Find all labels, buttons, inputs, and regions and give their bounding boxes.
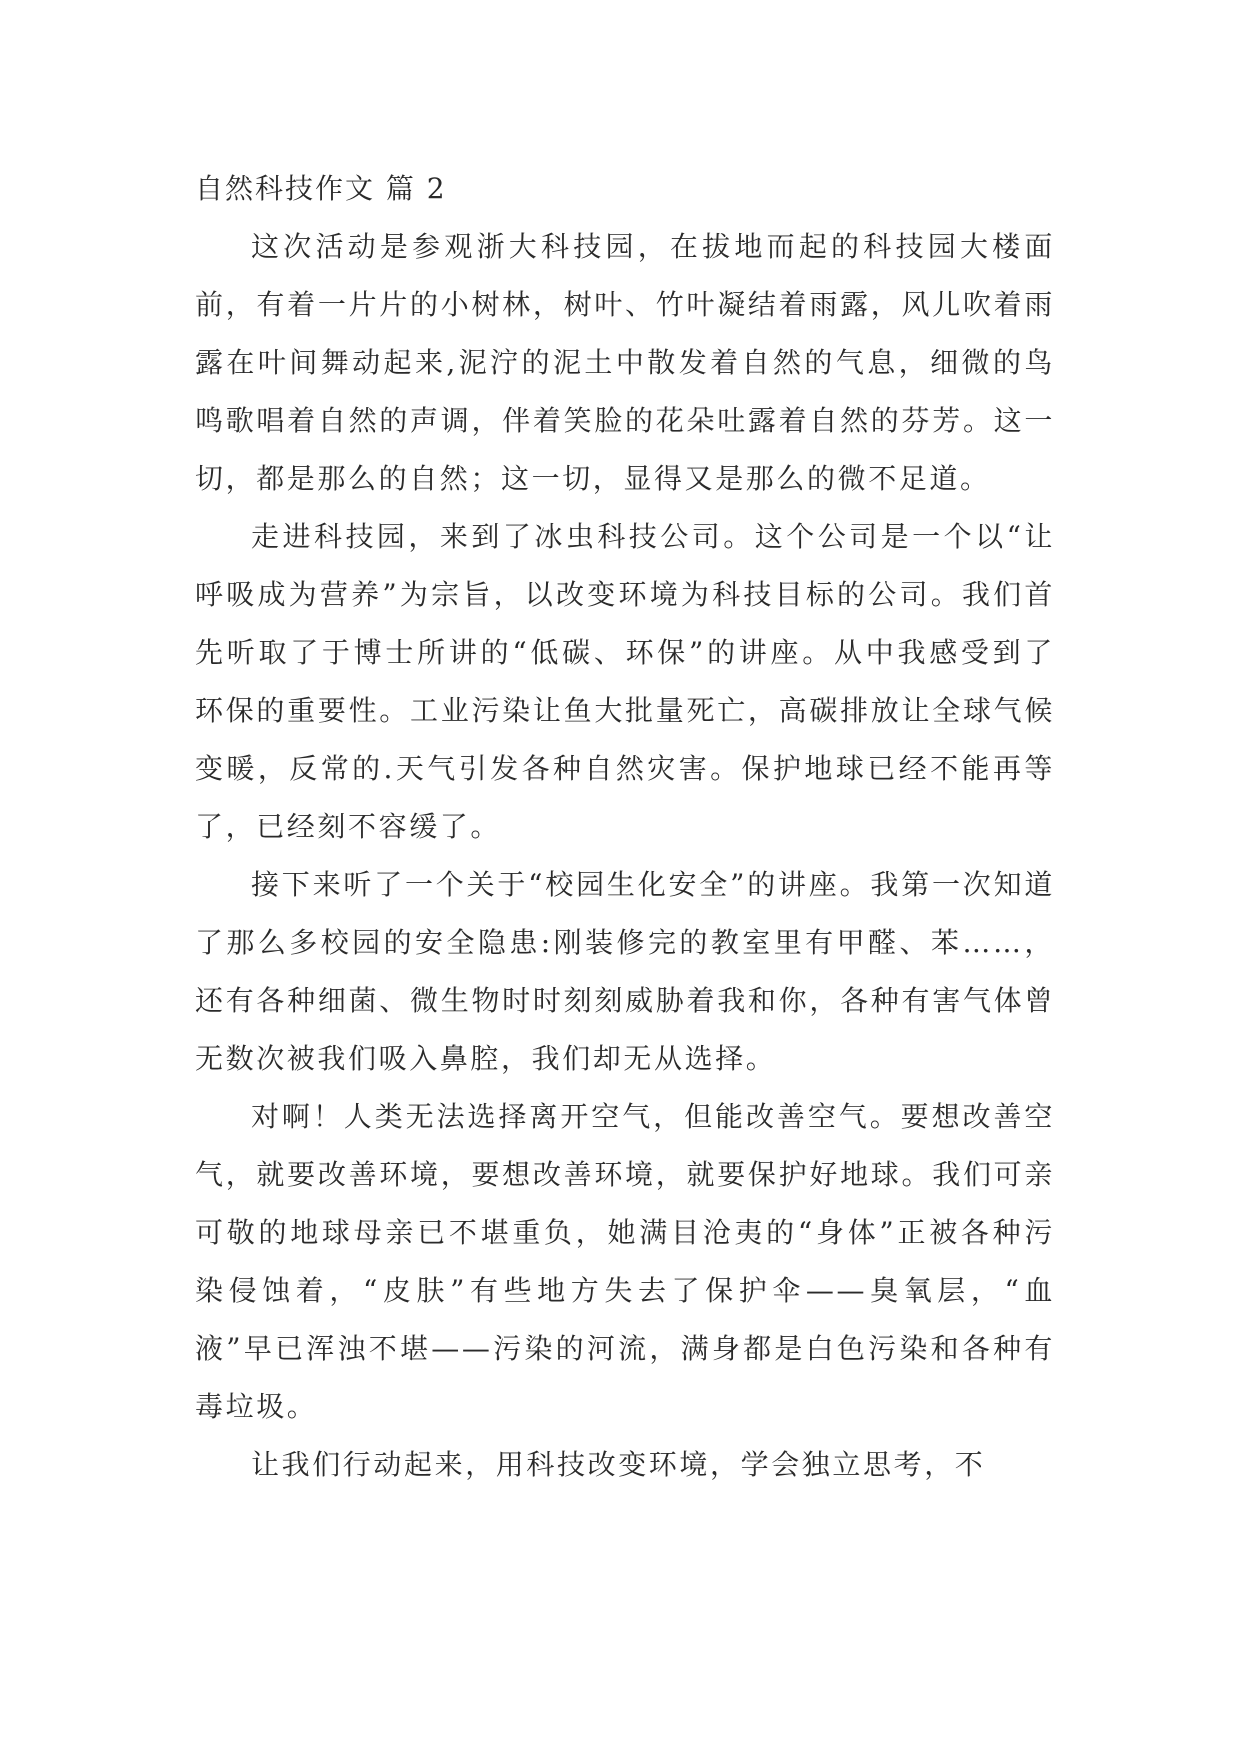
- paragraph-1: 这次活动是参观浙大科技园，在拔地而起的科技园大楼面前，有着一片片的小树林，树叶、竹叶凝结着雨露，风儿吹着雨露在叶间舞动起来,泥泞的泥土中散发着自然的气息，细微的鸟鸣歌唱着自然的声调，伴着笑脸的花朵吐露着自然的芬芳。这一切，都是那么的自然；这一切，显得又是那么的微不足道。: [195, 230, 1055, 495]
- document-page: [195, 160, 1055, 1494]
- paragraph-2: 走进科技园，来到了冰虫科技公司。这个公司是一个以“让呼吸成为营养”为宗旨，以改变环境为科技目标的公司。我们首先听取了于博士所讲的“低碳、环保”的讲座。从中我感受到了环保的重要性。工业污染让鱼大批量死亡，高碳排放让全球气候变暖，反常的.天气引发各种自然灾害。保护地球已经不能再等了，已经刻不容缓了。: [195, 520, 1055, 843]
- document-title: 自然科技作文 篇 2: [195, 172, 447, 205]
- paragraph-5: 让我们行动起来，用科技改变环境，学会独立思考，不: [251, 1448, 986, 1481]
- paragraph-3: 接下来听了一个关于“校园生化安全”的讲座。我第一次知道了那么多校园的安全隐患:刚装修完的教室里有甲醛、苯……，还有各种细菌、微生物时时刻刻威胁着我和你，各种有害气体曾无数次被我们吸入鼻腔，我们却无从选择。: [195, 868, 1055, 1075]
- paragraph-4: 对啊！人类无法选择离开空气，但能改善空气。要想改善空气，就要改善环境，要想改善环境，就要保护好地球。我们可亲可敬的地球母亲已不堪重负，她满目沧夷的“身体”正被各种污染侵蚀着，“皮肤”有些地方失去了保护伞——臭氧层，“血液”早已浑浊不堪——污染的河流，满身都是白色污染和各种有毒垃圾。: [195, 1100, 1055, 1423]
